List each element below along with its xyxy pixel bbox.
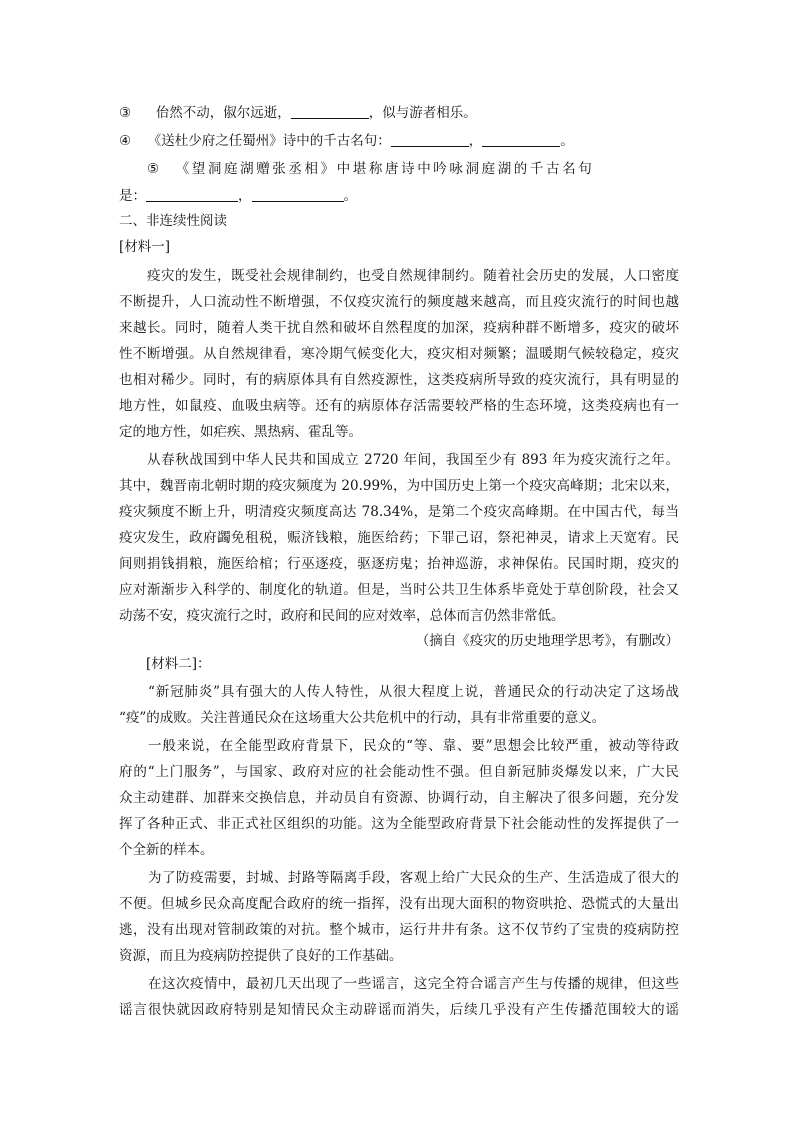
material-1-line: 也相对稀少。同时，有的病原体具有自然疫源性，这类疫病所导致的疫灾流行，具有明显的 [119,372,679,388]
poem-item-4 [119,131,679,151]
material-2-line: 一般来说，在全能型政府背景下，民众的“等、靠、要”思想会比较严重，被动等待政 [148,738,679,754]
material-1-para2-line: 动荡不安，疫灾流行之时，政府和民间的应对效率，总体而言仍然非常低。 [119,608,565,624]
material-1-para2-line: 间则捐钱捐粮，施医给棺；行巫逐疫，驱逐疠鬼；抬神巡游，求神保佑。民国时期，疫灾的 [119,556,679,572]
poem-text-after: ，似与游者相乐。 [368,105,477,121]
material-2-line: “新冠肺炎”具有强大的人传人特性，从很大程度上说，普通民众的行动决定了这场战 [148,684,679,700]
material-2-line: 府的“上门服务”，与国家、政府对应的社会能动性不强。但自新冠肺炎爆发以来，广大民 [119,764,679,780]
material-1-para2-line: 应对渐渐步入科学的、制度化的轨道。但是，当时公共卫生体系毕竟处于草创阶段，社会又 [119,582,679,598]
material-1-para2-line: 疫灾发生，政府蠲免租税，赈济钱粮，施医给药；下罪己诏，祭祀神灵，请求上天宽宥。民 [119,530,679,546]
item-number: ③ [119,105,132,121]
material-2-line: 挥了各种正式、非正式社区组织的功能。这为全能型政府背景下社会能动性的发挥提供了一 [119,816,679,832]
material-1-source: （摘自《疫灾的历史地理学思考》，有删改） [415,633,679,649]
material-1-line: 性不断增强。从自然规律看，寒冷期气候变化大，疫灾相对频繁；温暖期气候较稳定，疫灾 [119,346,679,362]
material-2-line: 资源，而且为疫病防控提供了良好的工作基础。 [119,948,403,964]
poem-item-3 [119,103,679,123]
item-number: ⑤ [147,161,160,177]
material-2-line: 逃，没有出现对管制政策的对抗。整个城市，运行井井有条。这不仅节约了宝贵的疫病防控 [119,922,679,938]
poem-text-mid: ， [238,188,252,204]
material-1-para2-line: 疫灾频度不断上升，明清疫灾频度高达 78.34%，是第二个疫灾高峰期。在中国古代，每当 [119,504,679,520]
material-2-line: 个全新的样本。 [119,842,214,858]
material-1-line: 疫灾的发生，既受社会规律制约，也受自然规律制约。随着社会历史的发展，人口密度 [147,268,679,284]
poem-text-before: 佁然不动，俶尔远逝， [155,105,291,121]
material-1-line: 地方性，如鼠疫、血吸虫病等。还有的病原体存活需要较严格的生态环境，这类疫病也有一 [119,398,679,414]
item-number: ④ [119,133,132,149]
material-1-label: [材料一] [119,239,171,255]
answer-blank[interactable] [146,187,238,202]
material-2-line: 为了防疫需要，封城、封路等隔离手段，客观上给广大民众的生产、生活造成了很大的 [148,870,679,886]
poem-item-5-line2 [119,186,679,206]
material-2-label: [材料二]： [146,656,211,672]
poem-text-line1: 《望洞庭湖赠张丞相》中堪称唐诗中吟咏洞庭湖的千古名句 [175,161,595,177]
material-1-para2-line: 从春秋战国到中华人民共和国成立 2720 年间，我国至少有 893 年为疫灾流行之年。 [147,452,679,468]
poem-text-before: 《送杜少府之任蜀州》诗中的千古名句： [147,133,391,149]
material-1-line: 定的地方性，如疟疾、黑热病、霍乱等。 [119,424,362,440]
answer-blank[interactable] [252,187,344,202]
section-heading: 二、非连续性阅读 [119,213,227,229]
poem-text-mid: ， [468,133,483,149]
material-1-para2-line: 其中，魏晋南北朝时期的疫灾频度为 20.99%，为中国历史上第一个疫灾高峰期；北宋以来， [119,478,679,494]
material-2-line: 在这次疫情中，最初几天出现了一些谣言，这完全符合谣言产生与传播的规律，但这些 [148,976,679,992]
material-2-line: “疫”的成败。关注普通民众在这场重大公共危机中的行动，具有非常重要的意义。 [119,710,606,726]
poem-text-after: 。 [560,133,574,149]
material-2-line: 谣言很快就因政府特别是知情民众主动辟谣而消失，后续几乎没有产生传播范围较大的谣 [119,1002,679,1018]
poem-text-before: 是： [119,188,146,204]
answer-blank[interactable] [291,104,369,119]
poem-text-after: 。 [343,188,357,204]
material-2-line: 众主动建群、加群来交换信息，并动员自有资源、协调行动，自主解决了很多问题，充分发 [119,790,679,806]
material-1-line: 不断提升，人口流动性不断增强，不仅疫灾流行的频度越来越高，而且疫灾流行的时间也越 [119,294,679,310]
material-1-line: 来越长。同时，随着人类干扰自然和破坏自然程度的加深，疫病种群不断增多，疫灾的破坏 [119,320,679,336]
poem-item-5-line1 [147,159,681,179]
answer-blank[interactable] [391,132,469,147]
material-2-line: 不便。但城乡民众高度配合政府的统一指挥，没有出现大面积的物资哄抢、恐慌式的大量出 [119,896,679,912]
answer-blank[interactable] [482,132,560,147]
